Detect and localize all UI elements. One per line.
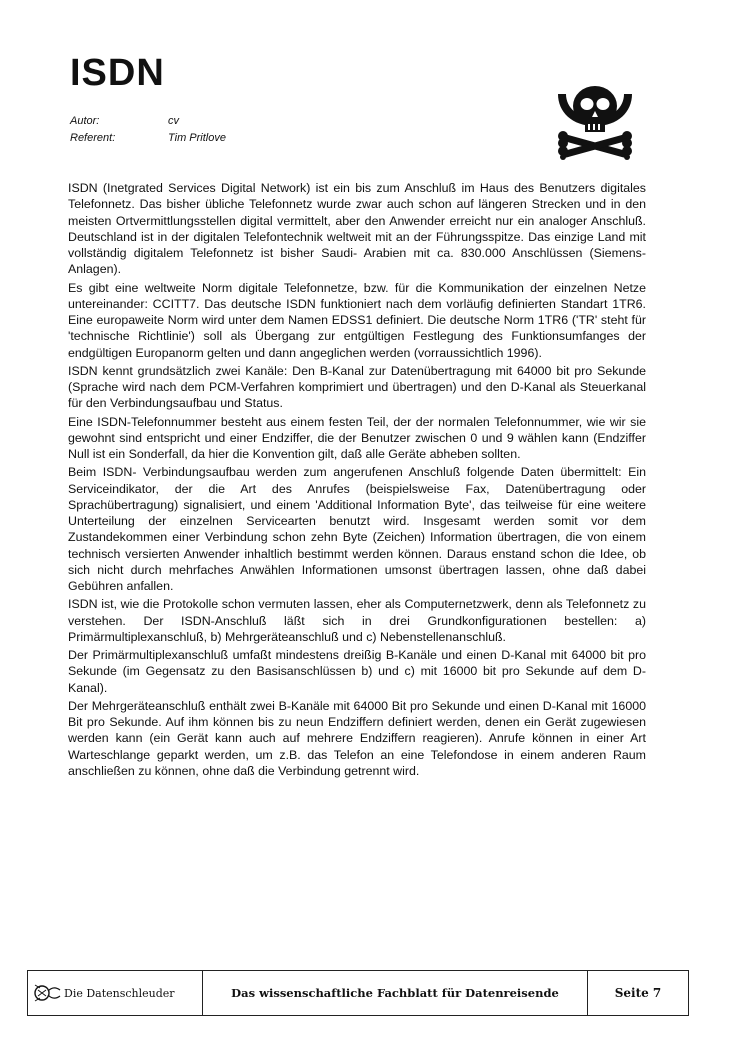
paragraph: ISDN (Inetgrated Services Digital Network) ist ein bis zum Anschluß im Haus des Benutzers digitales Telefonnetz. Das bisher übliche Telefonnetz wurde zwar auch schon auf längeren Strecken und in den meisten Ortvermittlungsstellen digital vermittelt, aber den Anwender erreicht nur ein analoger Anschluß. Deutschland ist in der digitalen Telefontechnik weltweit mit an der Führungsspitze. Das einzige Land mit vollständig digitalem Telefonnetz ist bisher Saudi- Arabien mit ca. 830.000 Anschlüssen (Siemens- Anlagen).: [68, 181, 646, 277]
paragraph: Der Mehrgeräteanschluß enthält zwei B-Kanäle mit 64000 Bit pro Sekunde und einen D-Kanal mit 16000 Bit pro Sekunde. Auf ihm können bis zu neun Endziffern definiert werden, denen ein Gerät zugewiesen werden kann (ein Gerät kann auch auf mehrere Endziffern reagieren). Anrufe können in einer Art Warteschlange geparkt werden, um z.B. das Telefon an eine Telefondose in einem anderen Raum anschließen zu können, ohne daß die Verbindung getrennt wird.: [68, 698, 646, 778]
datenschleuder-chaos-logo-icon: [32, 981, 62, 1005]
paragraph: ISDN kennt grundsätzlich zwei Kanäle: Den B-Kanal zur Datenübertragung mit 64000 bit pro Sekunde (Sprache wird nach dem PCM-Verfahren komprimiert und übertragen) und den D-Kanal als Steuerkanal für den Verbindungsaufbau und Status.: [68, 363, 646, 411]
author-label: Autor:: [70, 115, 100, 127]
page-number: Seite 7: [614, 986, 662, 1000]
author-value: cv: [168, 115, 179, 127]
article-title: ISDN: [70, 52, 165, 94]
skull-posthorn-logo-icon: [552, 82, 638, 160]
referent-value: Tim Pritlove: [168, 132, 226, 144]
referent-row: [70, 132, 226, 149]
paragraph: Es gibt eine weltweite Norm digitale Telefonnetze, bzw. für die Kommunikation der einzelnen Netze untereinander: CCITT7. Das deutsche ISDN funktioniert nach dem vorläufig definierten Standart 1TR6. Eine europaweite Norm wird unter dem Namen EDSS1 definiert. Die deutsche Norm 1TR6 ('TR' steht für 'technische Richtlinie') soll als Übergang zur entgültigen Festlegung des Funktionsumfanges der endgültigen Europanorm gelten und dann angeglichen werden (vorraussichtlich 1996).: [68, 280, 646, 360]
publication-name: Die Datenschleuder: [64, 986, 175, 1000]
article-body: [68, 180, 646, 781]
paragraph: Eine ISDN-Telefonnummer besteht aus einem festen Teil, der der normalen Telefonnummer, wie wir sie gewohnt sind entspricht und einer Endziffer, die der Benutzer zwischen 0 und 9 wählen kann (Endziffer Null ist ein Sonderfall, da hier die Konvention gilt, daß alle Geräte abheben sollten.: [68, 414, 646, 461]
author-row: [70, 115, 226, 132]
referent-label: Referent:: [70, 132, 116, 144]
paragraph: Der Primärmultiplexanschluß umfaßt mindestens dreißig B-Kanäle und einen D-Kanal mit 64000 bit pro Sekunde (im Gegensatz zu den Basisanschlüssen b) und c) mit 16000 bit pro Sekunde auf dem D-Kanal).: [68, 648, 646, 695]
footer-tagline: Das wissenschaftliche Fachblatt für Datenreisende: [203, 971, 588, 1015]
paragraph: Beim ISDN- Verbindungsaufbau werden zum angerufenen Anschluß folgende Daten übermittelt: Ein Serviceindikator, der die Art des Anrufes (beispielsweise Fax, Datenübertragung oder Sprachübertragung) signalisiert, und einem 'Additional Information Byte', das teilweise für eine weitere Unterteilung der einzelnen Servicearten benutzt wird. Insgesamt werden somit vor dem Zustandekommen einer Verbindung schon zehn Byte (Zeichen) Information übertragen, die von einem technisch versierten Anwender inhaltlich bestimmt werden können. Daraus enstand schon die Idee, ob sich nicht durch mehrfaches Anwählen Informationen umsonst übertragen lassen, ohne daß dabei Gebühren anfallen.: [68, 465, 646, 593]
paragraph: ISDN ist, wie die Protokolle schon vermuten lassen, eher als Computernetzwerk, denn als Telefonnetz zu verstehen. Der ISDN-Anschluß läßt sich in drei Grundkonfigurationen bestellen: a) Primärmultiplexanschluß, b) Mehrgeräteanschluß und c) Nebenstellenanschluß.: [68, 597, 646, 644]
article-meta: [70, 115, 226, 149]
page-footer: [27, 970, 689, 1016]
footer-publication: [28, 971, 203, 1015]
